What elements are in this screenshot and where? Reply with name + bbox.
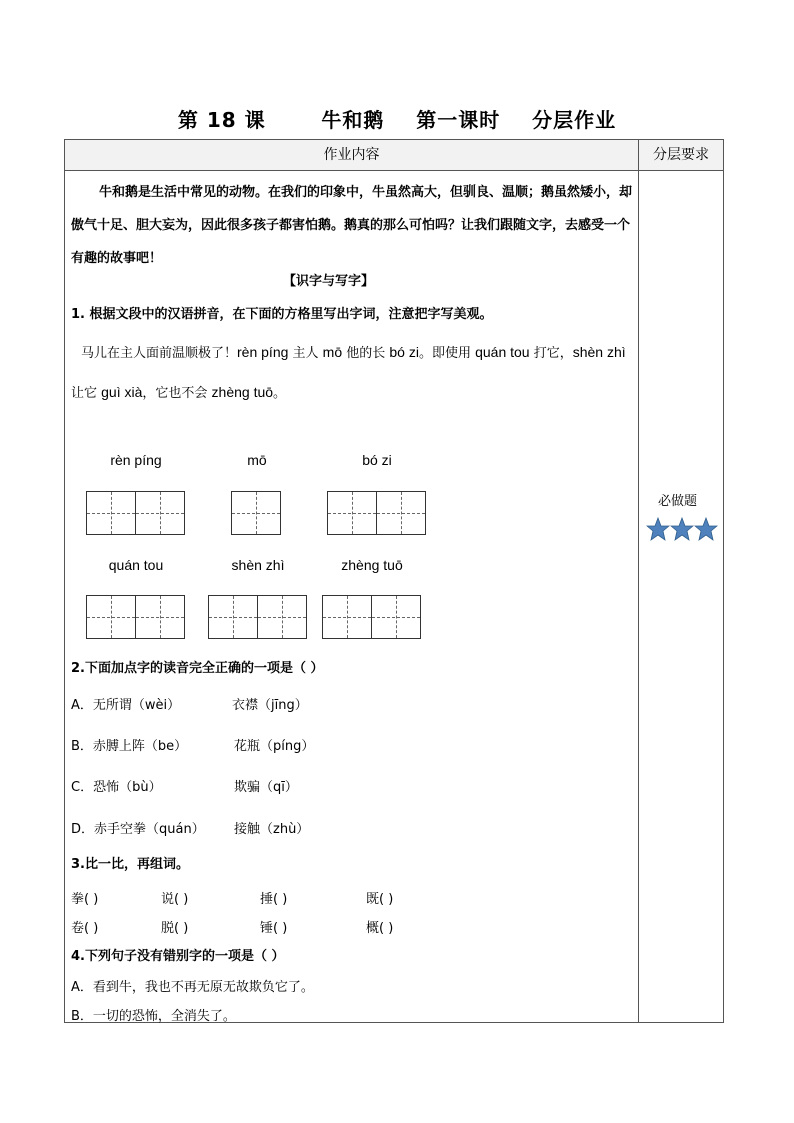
difficulty-stars	[646, 517, 718, 541]
q3-prompt: 3.比一比，再组词。	[71, 857, 189, 872]
q2-option-a-word2: 衣襟（jīng）	[232, 698, 308, 713]
grid-cell[interactable]	[135, 595, 185, 639]
grid-pinyin-label: bó zi	[362, 452, 392, 468]
q3-item: 既( )	[366, 892, 394, 907]
star-icon	[646, 517, 670, 541]
header-content-label: 作业内容	[323, 147, 380, 163]
grid-cell[interactable]	[208, 595, 258, 639]
q4-option-b: B．一切的恐怖，全消失了。	[71, 1009, 236, 1024]
grid-cell[interactable]	[371, 595, 421, 639]
section-heading: 【识字与写字】	[283, 274, 375, 289]
passage-text: 他的长	[342, 346, 390, 361]
grid-cell[interactable]	[257, 595, 307, 639]
q3-item: 脱( )	[161, 921, 189, 936]
grid-cell[interactable]	[376, 491, 426, 535]
q3-item: 概( )	[366, 921, 394, 936]
writing-grid-zhengtuo[interactable]	[322, 595, 420, 639]
q3-item: 卷( )	[71, 921, 99, 936]
page-title: 第 18 课 牛和鹅 第一课时 分层作业	[177, 108, 617, 132]
q1-passage	[71, 333, 633, 413]
passage-text: ，它也不会	[142, 386, 212, 401]
q2-option-a-word1: A．无所谓（wèi）	[71, 698, 181, 713]
writing-grid-quantou[interactable]	[86, 595, 184, 639]
q2-option-d-word1: D．赤手空拳（quán）	[71, 822, 205, 837]
writing-grid-renping[interactable]	[86, 491, 184, 535]
passage-pinyin: guì xià	[101, 384, 143, 400]
passage-text: 打它，	[529, 346, 573, 361]
grid-cell[interactable]	[231, 491, 281, 535]
passage-pinyin: zhèng tuō	[211, 384, 274, 400]
grid-cell[interactable]	[86, 491, 136, 535]
writing-grid-bozi[interactable]	[327, 491, 425, 535]
grid-pinyin-label: zhèng tuō	[341, 557, 403, 573]
q2-option-d-word2: 接触（zhù）	[234, 822, 310, 837]
q2-option-c-word1: C．恐怖（bù）	[71, 780, 162, 795]
requirement-label: 必做题	[658, 494, 698, 509]
q4-prompt: 4.下列句子没有错别字的一项是（ ）	[71, 949, 285, 964]
grid-cell[interactable]	[86, 595, 136, 639]
writing-grid-mo[interactable]	[231, 491, 280, 535]
passage-text: 。	[273, 386, 287, 401]
passage-text: 。即使用	[418, 346, 476, 361]
passage-text: 马儿在主人面前温顺极了！	[81, 346, 238, 361]
column-divider	[638, 140, 639, 1022]
grid-pinyin-label: mō	[247, 452, 267, 468]
q2-option-b-word2: 花瓶（píng）	[234, 739, 315, 754]
passage-text: 主人	[288, 346, 323, 361]
grid-cell[interactable]	[327, 491, 377, 535]
grid-pinyin-label: quán tou	[108, 557, 164, 573]
passage-pinyin: shèn zhì	[572, 344, 626, 360]
passage-pinyin: rèn píng	[237, 344, 289, 360]
star-icon	[694, 517, 718, 541]
grid-pinyin-label: rèn píng	[110, 452, 162, 468]
q1-prompt: 1. 根据文段中的汉语拼音，在下面的方格里写出字词，注意把字写美观。	[71, 307, 493, 322]
q3-item: 捶( )	[260, 892, 288, 907]
passage-text: 让它	[71, 386, 102, 401]
grid-cell[interactable]	[322, 595, 372, 639]
q2-option-b-word1: B．赤膊上阵（be）	[71, 739, 188, 754]
writing-grid-shenzhi[interactable]	[208, 595, 306, 639]
q2-prompt: 2.下面加点字的读音完全正确的一项是（ ）	[71, 661, 324, 676]
passage-pinyin: bó zi	[389, 344, 419, 360]
grid-pinyin-label: shèn zhì	[231, 557, 285, 573]
table-header-row	[65, 140, 723, 171]
intro-paragraph: 牛和鹅是生活中常见的动物。在我们的印象中，牛虽然高大，但驯良、温顺；鹅虽然矮小，却傲气十足、胆大妄为，因此很多孩子都害怕鹅。鹅真的那么可怕吗？让我们跟随文字，去感受一个有趣的故事吧！	[71, 185, 633, 266]
passage-pinyin: quán tou	[475, 344, 530, 360]
grid-cell[interactable]	[135, 491, 185, 535]
q3-item: 锤( )	[260, 921, 288, 936]
q3-item: 拳( )	[71, 892, 99, 907]
header-requirement-label: 分层要求	[653, 147, 709, 163]
q4-option-a: A．看到牛，我也不再无原无故欺负它了。	[71, 980, 314, 995]
q3-item: 说( )	[161, 892, 189, 907]
star-icon	[670, 517, 694, 541]
passage-pinyin: mō	[322, 344, 343, 360]
q2-option-c-word2: 欺骗（qī）	[234, 780, 298, 795]
